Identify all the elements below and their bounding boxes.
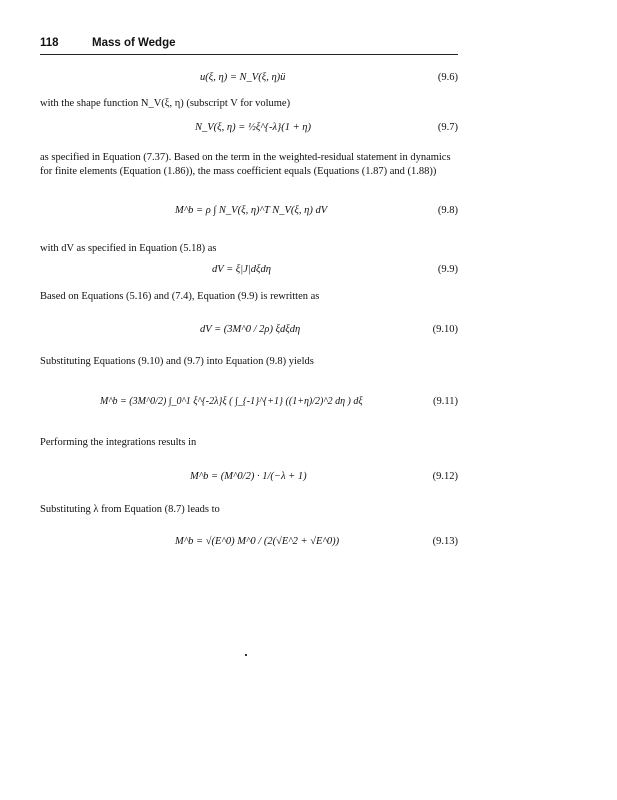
paragraph: with dV as specified in Equation (5.18) as xyxy=(40,243,217,254)
equation-number: (9.12) xyxy=(432,471,458,482)
paragraph: Substituting λ from Equation (8.7) leads to xyxy=(40,504,220,515)
paragraph: with the shape function N_V(ξ, η) (subscript V for volume) xyxy=(40,98,291,109)
running-title: Mass of Wedge xyxy=(92,37,176,49)
equation-number: (9.10) xyxy=(432,324,458,335)
equation-body: M^b = (M^0/2) · 1/(−λ + 1) xyxy=(190,471,307,482)
paragraph: Based on Equations (5.16) and (7.4), Equation (9.9) is rewritten as xyxy=(40,291,320,302)
page-number: 118 xyxy=(40,37,59,49)
equation-number: (9.6) xyxy=(437,72,458,83)
equation-body: dV = (3M^0 / 2ρ) ξdξdη xyxy=(200,324,301,335)
equation-number: (9.9) xyxy=(437,264,458,275)
equation-body: N_V(ξ, η) = ½ξ^{-λ}(1 + η) xyxy=(195,122,311,133)
paragraph: as specified in Equation (7.37). Based on the term in the weighted-residual statement in dynamics for finite elements (Equation (1.86)), the mass coefficient equals (Equations (1.87) and (1.88)) xyxy=(40,152,451,177)
equation-number: (9.8) xyxy=(437,205,458,216)
paragraph: Performing the integrations results in xyxy=(40,437,197,448)
equation-number: (9.13) xyxy=(432,536,458,547)
page-speck xyxy=(245,654,247,656)
equation-number: (9.11) xyxy=(433,396,458,407)
equation-body: dV = ξ|J|dξdη xyxy=(212,264,271,275)
equation-9-8 xyxy=(40,203,458,227)
equation-body: M^b = √(E^0) M^0 / (2(√E^2 + √E^0)) xyxy=(175,536,340,547)
equation-body: u(ξ, η) = N_V(ξ, η)ü xyxy=(200,72,286,83)
header-rule xyxy=(40,54,458,55)
equation-body: M^b = ρ ∫ N_V(ξ, η)^T N_V(ξ, η) dV xyxy=(175,205,328,216)
equation-9-13 xyxy=(40,526,458,566)
equation-9-12 xyxy=(40,463,458,491)
equation-9-11 xyxy=(40,378,458,428)
equation-body: M^b = (3M^0/2) ∫_0^1 ξ^{-2λ}ξ ( ∫_{-1}^{+1} ((1+η)/2)^2 dη ) dξ xyxy=(100,396,363,407)
equation-number: (9.7) xyxy=(437,122,458,133)
equation-9-10 xyxy=(40,318,458,346)
paragraph: Substituting Equations (9.10) and (9.7) into Equation (9.8) yields xyxy=(40,356,314,367)
